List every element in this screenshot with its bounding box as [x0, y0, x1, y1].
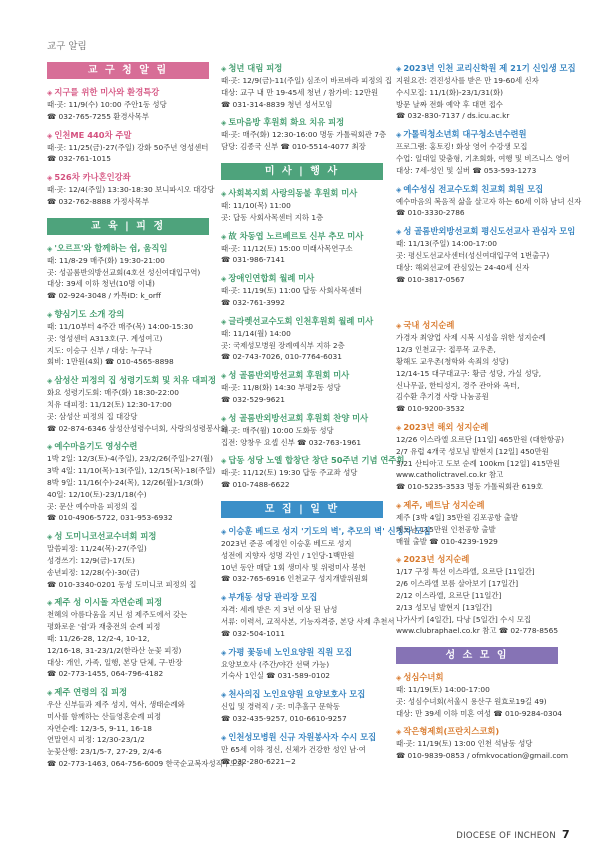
notice-detail-line: 곳: 성심수녀회(서울시 용산구 원효로19길 49) — [396, 696, 547, 706]
notice-detail-line: 8박 9일: 11/16(수)-24(목), 12/26(월)-1/3(화) — [47, 477, 204, 487]
notice-title-text: 국내 성지순례 — [403, 320, 455, 331]
notice-title-text: 토마음방 후원회 화요 치유 피정 — [228, 117, 345, 128]
notice-detail-line: 지원요건: 견진성사를 받은 만 19-60세 신자 — [396, 76, 539, 85]
notice-title-text: 가톨릭청소년회 대구청소년수련원 — [403, 129, 527, 140]
notice-detail-line: 2/13 성모님 발현지 [13일간] — [396, 602, 492, 612]
diamond-bullet-icon: ◈ — [221, 372, 227, 381]
notice-title — [47, 86, 209, 99]
notice-detail-line: 1/17 구정 특선 이스라엘, 요르단 [11일간] — [396, 567, 535, 577]
notice-title — [47, 129, 209, 142]
notice-detail-line: 때·곳: 11/8(화) 14:30 부평2동 성당 — [221, 383, 341, 393]
diamond-bullet-icon: ◈ — [47, 377, 53, 386]
notice-detail-line: 때·곳: 12/9(금)-11(주일) 심조이 바르바라 피정의 집 — [221, 76, 393, 85]
notice-detail-line: 곳: 국제성모병원 장례예식부 지하 2층 — [221, 340, 345, 350]
diamond-bullet-icon: ◈ — [221, 189, 227, 198]
notice-title — [396, 725, 558, 738]
notice-detail-line: 평화로운 '쉼'과 재충전의 순례 피정 — [47, 622, 161, 632]
notice-detail-line: ☎ 032-761-3992 — [221, 297, 285, 307]
notice-detail-line: ☎ 032-830-7137 / ds.icu.ac.kr — [396, 111, 510, 121]
notice-title — [221, 454, 405, 467]
notice-detail-line: ☎ 010-3330-2786 — [396, 208, 465, 218]
notice-detail-line: 때·곳: 매주(월) 10:00 도화동 성당 — [221, 425, 334, 435]
notice-detail-line: 지도: 이승구 신부 / 대상: 누구나 — [47, 345, 152, 355]
notice-detail-line: 때·곳: 11/12(토) 15:00 미래사목연구소 — [221, 243, 353, 253]
notice-detail-line: ☎ 02-743-7026, 010-7764-6031 — [221, 352, 342, 362]
section — [221, 62, 393, 163]
notice-title-text: 예수성심 전교수도회 친교회 회원 모집 — [403, 183, 544, 194]
notice-detail-line: 수시모집: 11/1(화)-23/1/31(화) — [396, 87, 503, 97]
notice-title — [47, 596, 209, 609]
diamond-bullet-icon: ◈ — [47, 443, 53, 452]
notice-detail-line: 서류: 이력서, 교적사본, 기능자격증, 본당 사제 추천서 — [221, 616, 395, 626]
notice-title-text: '오르프'와 함께하는 쉼, 움직임 — [54, 242, 168, 253]
notice-detail-line: 때: 11/8-29 매주(화) 19:30-21:00 — [47, 255, 165, 265]
notice-title-text: 2023년 성지순례 — [403, 554, 470, 565]
section-title: 성 소 모 임 — [396, 647, 558, 664]
notice-title-text: 2023년 인천 교리신학원 제 21기 신입생 모집 — [403, 63, 576, 73]
notice-detail-line: 성전에 지향자 성명 각인 / 1인당-1백만원 — [221, 550, 355, 560]
section — [396, 295, 565, 647]
notice-title-text: 성 골롬반외방선교회 후원회 미사 — [228, 370, 350, 381]
notice-title — [396, 421, 558, 434]
notice-entry — [396, 421, 565, 493]
notice-title — [396, 62, 576, 75]
notice-entry — [396, 553, 558, 637]
notice-detail-line: 2/7 유럽 4개국 성모님 발현지 [12일] 450만원 — [396, 446, 549, 456]
notice-detail-line: 신입 및 경력직 / 곳: 미추홀구 문학동 — [221, 702, 341, 712]
diamond-bullet-icon: ◈ — [396, 728, 402, 737]
notice-title-text: 장애인연합회 월례 미사 — [228, 273, 315, 284]
notice-detail-line: 신나무골, 한티성지, 경주 관아와 옥터, — [396, 380, 520, 390]
notice-entry — [221, 62, 393, 110]
diamond-bullet-icon: ◈ — [221, 414, 227, 423]
notice-entry — [221, 272, 383, 309]
notice-detail-line: 대상: 만 39세 이하 미혼 여성 ☎ 010-9284-0304 — [396, 708, 562, 718]
notice-title — [396, 671, 558, 684]
section — [396, 62, 582, 295]
notice-detail-line: 때: 11/13(주일) 14:00-17:00 — [396, 239, 497, 249]
notice-detail-line: 나가사키 [4일간], 다낭 [5일간] 수시 모집 — [396, 614, 531, 624]
notice-title-text: 인천성모병원 신규 자원봉사자 수시 모집 — [228, 731, 377, 742]
notice-detail-line: 대상: 7세-성인 및 실버 ☎ 053-593-1273 — [396, 165, 537, 175]
notice-detail-line: 곳: 문산 예수마음 피정의 집 — [47, 501, 138, 511]
notice-entry — [221, 187, 383, 224]
notice-title — [47, 242, 209, 255]
notice-detail-line: ☎ 032-435-9257, 010-6610-9257 — [221, 713, 347, 723]
notice-detail-line: ☎ 02-773-1463, 064-756-6009 한국순교복자성직수도회 — [47, 759, 245, 769]
notice-title — [47, 686, 209, 699]
diamond-bullet-icon: ◈ — [47, 599, 53, 608]
notice-entry — [221, 230, 383, 267]
notice-title — [221, 688, 383, 701]
notice-detail-line: 대상: 39세 이하 청년(10명 이내) — [47, 279, 155, 289]
diamond-bullet-icon: ◈ — [221, 232, 227, 241]
notice-entry — [47, 171, 215, 208]
notice-detail-line: 2023년 준공 예정인 이승훈 베드로 성지 — [221, 538, 352, 548]
column-right — [396, 62, 582, 772]
notice-entry — [47, 440, 216, 524]
notice-detail-line: www.clubraphael.co.kr 참고 ☎ 02-778-8565 — [396, 626, 559, 636]
notice-title-text: 부개동 성당 관리장 모집 — [228, 592, 318, 603]
notice-detail-line: 곳: 성골롬반의방선교회(4호선 성신여대입구역) — [47, 267, 201, 277]
notice-detail-line: 때·곳: 11/25(금)-27(주일) 강화 50주년 영성센터 — [47, 142, 209, 152]
diamond-bullet-icon: ◈ — [47, 131, 53, 140]
notice-title-text: 제주 성 이시돌 자연순례 피정 — [54, 597, 163, 608]
notice-title — [396, 225, 576, 238]
notice-detail-line: 12/14-15 대구대교구: 황금 성당, 가실 성당, — [396, 368, 542, 378]
section — [47, 62, 215, 218]
notice-detail-line: 요양보호사 (주간/야간 선택 가능) — [221, 659, 330, 669]
notice-detail-line: 때: 11/26-28, 12/2-4, 10-12, — [47, 633, 150, 643]
notice-detail-line: 천혜의 아름다움을 지닌 섬 제주도에서 갖는 — [47, 610, 188, 620]
notice-detail-line: ☎ 010-3340-0201 동성 도미니코 피정의 집 — [47, 579, 197, 589]
section — [396, 647, 569, 772]
notice-title — [221, 591, 383, 604]
notice-detail-line: ☎ 010-7488-6622 — [221, 480, 290, 490]
notice-detail-line: ☎ 02-924-3048 / 카톡ID: k_orff — [47, 291, 162, 301]
notice-detail-line: 12/26 이스라엘 요르단 [11일] 465만원 (대한항공) — [396, 434, 565, 444]
diamond-bullet-icon: ◈ — [396, 228, 402, 237]
notice-title-text: 청년 대림 피정 — [228, 63, 283, 73]
diamond-bullet-icon: ◈ — [396, 65, 402, 73]
diamond-bullet-icon: ◈ — [47, 174, 53, 183]
notice-detail-line: 김수환 추기경 사랑 나눔공원 — [396, 392, 489, 402]
notice-title — [396, 499, 558, 512]
notice-title-text: 향심기도 소개 강의 — [54, 308, 125, 319]
notice-entry — [396, 319, 558, 415]
notice-title-text: 인천ME 440차 주말 — [54, 129, 132, 140]
notice-detail-line: 대상: 개인, 가족, 일행, 본당 단체, 구·반장 — [47, 657, 183, 667]
notice-entry — [396, 62, 576, 122]
notice-title — [47, 308, 209, 321]
notice-detail-line: 황해도 교우촌(청학와 속죄의 성당) — [396, 356, 509, 366]
diamond-bullet-icon: ◈ — [221, 594, 227, 603]
notice-title — [396, 319, 558, 332]
notice-title-text: 성심수녀회 — [403, 672, 444, 683]
notice-detail-line: 1박 2일: 12/3(토)-4(주일), 23/2/26(주일)-27(월) — [47, 454, 214, 464]
notice-detail-line: ☎ 032-280-6221~2 — [221, 756, 296, 766]
notice-detail-line: 3박 4일: 11/10(목)-13(주일), 12/15(목)-18(주일) — [47, 466, 216, 476]
diamond-bullet-icon: ◈ — [47, 310, 53, 319]
notice-title — [47, 530, 209, 543]
notice-detail-line: 매월 출발 ☎ 010-4239-1929 — [396, 536, 498, 546]
diamond-bullet-icon: ◈ — [221, 317, 227, 326]
notice-entry — [221, 525, 431, 585]
notice-entry — [221, 591, 395, 639]
notice-detail-line: 눈꽃산행: 23/1/5-7, 27-29, 2/4-6 — [47, 747, 162, 757]
diamond-bullet-icon: ◈ — [221, 275, 227, 284]
notice-detail-line: 때: 11/19(토) 14:00-17:00 — [396, 685, 490, 695]
notice-title — [47, 171, 209, 184]
diamond-bullet-icon: ◈ — [396, 131, 402, 140]
notice-title-text: 성 골롬반외방선교회 후원회 찬양 미사 — [228, 412, 369, 423]
notice-title — [221, 731, 383, 744]
notice-title — [221, 412, 383, 425]
notice-title — [221, 116, 383, 129]
notice-detail-line: 곳: 답동 사회사목센터 지하 1층 — [221, 212, 324, 222]
notice-entry — [47, 686, 245, 770]
notice-title — [221, 315, 383, 328]
notice-title-text: 성 도미니코선교수녀회 피정 — [54, 531, 157, 542]
notice-detail-line: 집전: 양창우 요셉 신부 ☎ 032-763-1961 — [221, 437, 362, 447]
notice-detail-line: ☎ 032-762-8888 가정사목부 — [47, 196, 149, 206]
diamond-bullet-icon: ◈ — [396, 185, 402, 194]
notice-detail-line: 자연순례: 12/3-5, 9-11, 16-18 — [47, 723, 153, 733]
diamond-bullet-icon: ◈ — [396, 556, 402, 565]
notice-detail-line: 예수마음의 복음적 삶을 살고자 하는 60세 이하 남녀 신자 — [396, 196, 582, 206]
notice-detail-line: ☎ 032-504-1011 — [221, 628, 285, 638]
notice-detail-line: 기숙사 1인실 ☎ 031-589-0102 — [221, 671, 331, 681]
diamond-bullet-icon: ◈ — [47, 89, 53, 97]
notice-title-text: 이승훈 베드로 성지 '기도의 벽', 추모의 벽' 신청자 모집 — [228, 525, 431, 536]
notice-detail-line: 때·곳: 매주(화) 12:30-16:00 명동 가톨릭회관 7층 — [221, 130, 387, 140]
notice-detail-line: 수업: 일대일 맞춤형, 기초회화, 여행 및 비즈니스 영어 — [396, 153, 570, 163]
notice-title — [221, 62, 383, 75]
notice-detail-line: ☎ 010-9839-0853 / ofmkvocation@gmail.com — [396, 751, 569, 761]
notice-title-text: 2023년 해외 성지순례 — [403, 421, 489, 432]
notice-detail-line: 12/16-18, 31-23/1/2(한라산 눈꽃 피정) — [47, 645, 182, 655]
notice-detail-line: 대상: 교구 내 만 19-45세 청년 / 참가비: 12만원 — [221, 87, 379, 97]
notice-title — [221, 646, 383, 659]
diamond-bullet-icon: ◈ — [221, 527, 227, 536]
diamond-bullet-icon: ◈ — [221, 733, 227, 742]
diamond-bullet-icon: ◈ — [221, 648, 227, 657]
column-left — [47, 62, 245, 780]
notice-detail-line: ☎ 010-5235-3533 명동 가톨릭회관 619호 — [396, 482, 543, 492]
notice-detail-line: 성경쓰기: 12/9(금)-17(토) — [47, 555, 135, 565]
notice-entry — [47, 308, 209, 368]
notice-detail-line: 2/12 이스라엘, 요르단 [11일간] — [396, 590, 502, 600]
notice-detail-line: ☎ 02-773-1455, 064-796-4182 — [47, 669, 164, 679]
notice-detail-line: 만 65세 이하 정신, 신체가 건강한 성인 남·여 — [221, 744, 366, 754]
notice-title-text: 예수마음기도 영성수련 — [54, 441, 138, 452]
page-footer — [456, 828, 570, 841]
notice-detail-line: ☎ 010-9200-3532 — [396, 404, 465, 414]
diamond-bullet-icon: ◈ — [47, 689, 53, 698]
notice-entry — [221, 116, 387, 153]
notice-title — [47, 440, 209, 453]
diamond-bullet-icon: ◈ — [221, 65, 227, 73]
notice-detail-line: 때: 11/14(월) 14:00 — [221, 328, 291, 338]
diamond-bullet-icon: ◈ — [47, 244, 53, 253]
notice-entry — [396, 183, 582, 220]
notice-entry — [221, 454, 405, 491]
notice-detail-line: 때·곳: 12/4(주일) 13:30-18:30 보니파시오 대강당 — [47, 185, 215, 195]
notice-detail-line: ☎ 010-4906-5722, 031-953-6932 — [47, 513, 173, 523]
notice-title-text: 글라렛선교수도회 인천후원회 월례 미사 — [228, 315, 374, 326]
notice-detail-line: 10년 동안 매달 1회 생미사 및 위령미사 봉헌 — [221, 562, 366, 572]
notice-entry — [396, 671, 562, 719]
notice-entry — [47, 242, 209, 302]
notice-title — [221, 187, 383, 200]
notice-detail-line: ☎ 032-765-7255 환경사목부 — [47, 111, 149, 121]
notice-detail-line: ☎ 02-874-6346 삼성산성령수녀회, 사랑의성령봉사회 — [47, 423, 228, 433]
notice-detail-line: ☎ 010-3817-0567 — [396, 274, 465, 284]
diamond-bullet-icon: ◈ — [47, 533, 53, 542]
notice-entry — [396, 725, 569, 762]
notice-entry — [47, 596, 209, 680]
notice-title-text: 526차 카나혼인강좌 — [54, 172, 131, 183]
notice-entry — [221, 315, 383, 363]
notice-entry — [221, 688, 383, 725]
section — [221, 163, 405, 501]
diamond-bullet-icon: ◈ — [396, 423, 402, 432]
notice-detail-line: 곳: 영성센터 A313호(구. 계성여고) — [47, 333, 163, 343]
notice-detail-line: ☎ 032-761-1015 — [47, 154, 111, 164]
diamond-bullet-icon: ◈ — [221, 119, 227, 128]
notice-detail-line: 자격: 세례 받은 지 3년 이상 된 남성 — [221, 605, 338, 615]
notice-title — [221, 272, 383, 285]
notice-title — [221, 230, 383, 243]
notice-detail-line: 곳: 삼성산 피정의 집 대강당 — [47, 411, 138, 421]
notice-detail-line: 우산 신부들과 제주 성지, 역사, 생태순례와 — [47, 700, 185, 710]
notice-detail-line: 2/6 이스라엘 보름 살아보기 [17일간] — [396, 579, 519, 589]
notice-detail-line: 치유 대피정: 11/12(토) 12:30-17:00 — [47, 399, 172, 409]
notice-detail-line: 대상: 해외선교에 관심있는 24-40세 신자 — [396, 262, 530, 272]
notice-detail-line: ☎ 032-765-6916 인천교구 성지개발위원회 — [221, 574, 369, 584]
notice-detail-line: 화요 성령기도회: 매주(화) 18:30-22:00 — [47, 388, 179, 398]
notice-entry — [47, 86, 209, 123]
notice-detail-line: 말씀피정: 11/24(목)-27(주일) — [47, 544, 147, 554]
page-header: 교구 알림 — [47, 41, 87, 52]
notice-entry — [221, 731, 383, 768]
notice-detail-line: 프로그램: 홍토킹! 화상 영어 수강생 모집 — [396, 142, 528, 152]
notice-title-text: 제주, 베트남 성지순례 — [403, 499, 485, 510]
notice-title — [221, 525, 431, 538]
page-number: 7 — [562, 828, 570, 841]
notice-title — [221, 369, 383, 382]
notice-title — [396, 183, 558, 196]
notice-title-text: 삼성산 피정의 집 성령기도회 및 치유 대피정 — [54, 375, 216, 386]
notice-title-text: 제주 연령의 집 피정 — [54, 687, 128, 698]
notice-detail-line: 담당: 김종국 신부 ☎ 010-5514-4077 최장 — [221, 142, 366, 152]
notice-detail-line: 때·곳: 11/19(토) 11:00 답동 사회사목센터 — [221, 286, 363, 296]
notice-entry — [221, 646, 383, 683]
notice-entry — [47, 530, 209, 590]
section-title: 미 사 | 행 사 — [221, 163, 383, 180]
section-title: 순 례 | 기 타 — [439, 298, 515, 310]
notice-entry — [221, 369, 383, 406]
notice-entry — [396, 225, 576, 285]
notice-detail-line: 3/21 산티아고 도보 순례 100km [12일] 415만원 — [396, 458, 561, 468]
notice-detail-line: 40일: 12/10(토)-23/1/18(수) — [47, 489, 147, 499]
section-title: 교 육 | 피 정 — [47, 218, 209, 235]
notice-detail-line: www.catholictravel.co.kr 참고 — [396, 470, 504, 480]
notice-title-text: 성 골롬반외방선교회 평신도선교사 관심자 모임 — [403, 226, 576, 237]
notice-detail-line: 베트남 115만원 인천공항 출발 — [396, 524, 496, 534]
diamond-bullet-icon: ◈ — [396, 322, 402, 331]
notice-entry — [47, 374, 228, 434]
notice-detail-line: ☎ 031-986-7141 — [221, 255, 285, 265]
notice-title-text: 답동 성당 노엘 합창단 창단 50주년 기념 연주회 — [228, 455, 405, 466]
notice-detail-line: 가경자 최양업 사제 시복 시성을 위한 성지순례 — [396, 333, 546, 343]
notice-detail-line: 미사를 함께하는 산들영혼순례 피정 — [47, 711, 162, 721]
notice-title-text: 故 차동엽 노르베르토 신부 추모 미사 — [228, 230, 364, 241]
notice-detail-line: 방문 날짜 전화 예약 후 대면 접수 — [396, 99, 503, 109]
notice-detail-line: ☎ 032-529-9621 — [221, 394, 285, 404]
notice-detail-line: 회비: 1만원(4회) ☎ 010-4565-8898 — [47, 357, 174, 367]
notice-title — [396, 128, 558, 141]
diamond-bullet-icon: ◈ — [221, 691, 227, 700]
notice-detail-line: ☎ 031-314-8839 청년 성서모임 — [221, 99, 333, 109]
diamond-bullet-icon: ◈ — [396, 501, 402, 510]
notice-entry — [47, 129, 209, 166]
notice-detail-line: 곳: 평신도선교사센터(성신여대입구역 1번출구) — [396, 250, 550, 260]
notice-detail-line: 때·곳: 11/9(수) 10:00 주안1동 성당 — [47, 100, 167, 109]
diamond-bullet-icon: ◈ — [396, 674, 402, 683]
notice-detail-line: 연말연시 피정: 12/30-23/1/2 — [47, 735, 145, 745]
section-title: 모 집 | 일 반 — [221, 501, 383, 518]
notice-detail-line: 송년피정: 12/28(수)-30(금) — [47, 567, 140, 577]
footer-label: DIOCESE OF INCHEON — [456, 831, 557, 841]
notice-title-text: 가평 꽃동네 노인요양원 직원 모집 — [228, 646, 353, 657]
notice-title-text: 작은형제회(프란치스코회) — [403, 726, 500, 737]
section-title: 교 구 청 알 림 — [47, 62, 209, 79]
section — [47, 218, 245, 780]
notice-entry — [396, 128, 570, 176]
notice-title-text: 사회복지회 사랑의동불 후원회 미사 — [228, 187, 358, 198]
notice-title — [47, 374, 216, 387]
notice-title-text: 천사의집 노인요양원 요양보호사 모집 — [228, 689, 366, 700]
notice-entry — [396, 499, 558, 547]
diamond-bullet-icon: ◈ — [221, 457, 227, 466]
notice-entry — [221, 412, 383, 449]
notice-detail-line: 때: 11/10(목) 11:00 — [221, 200, 291, 210]
notice-detail-line: 때·곳: 11/19(토) 13:00 인천 석남동 성당 — [396, 739, 533, 749]
notice-title — [396, 553, 558, 566]
notice-detail-line: 때·곳: 11/12(토) 19:30 답동 주교좌 성당 — [221, 468, 358, 478]
notice-title-text: 지구를 위한 미사와 환경특강 — [54, 87, 160, 97]
notice-detail-line: 제주 [3박 4일] 35만원 김포공항 출발 — [396, 512, 518, 522]
notice-detail-line: 12/3 인천교구: 접푸목 교우촌, — [396, 345, 496, 355]
notice-detail-line: 때: 11/10부터 4주간 매주(목) 14:00-15:30 — [47, 321, 194, 331]
